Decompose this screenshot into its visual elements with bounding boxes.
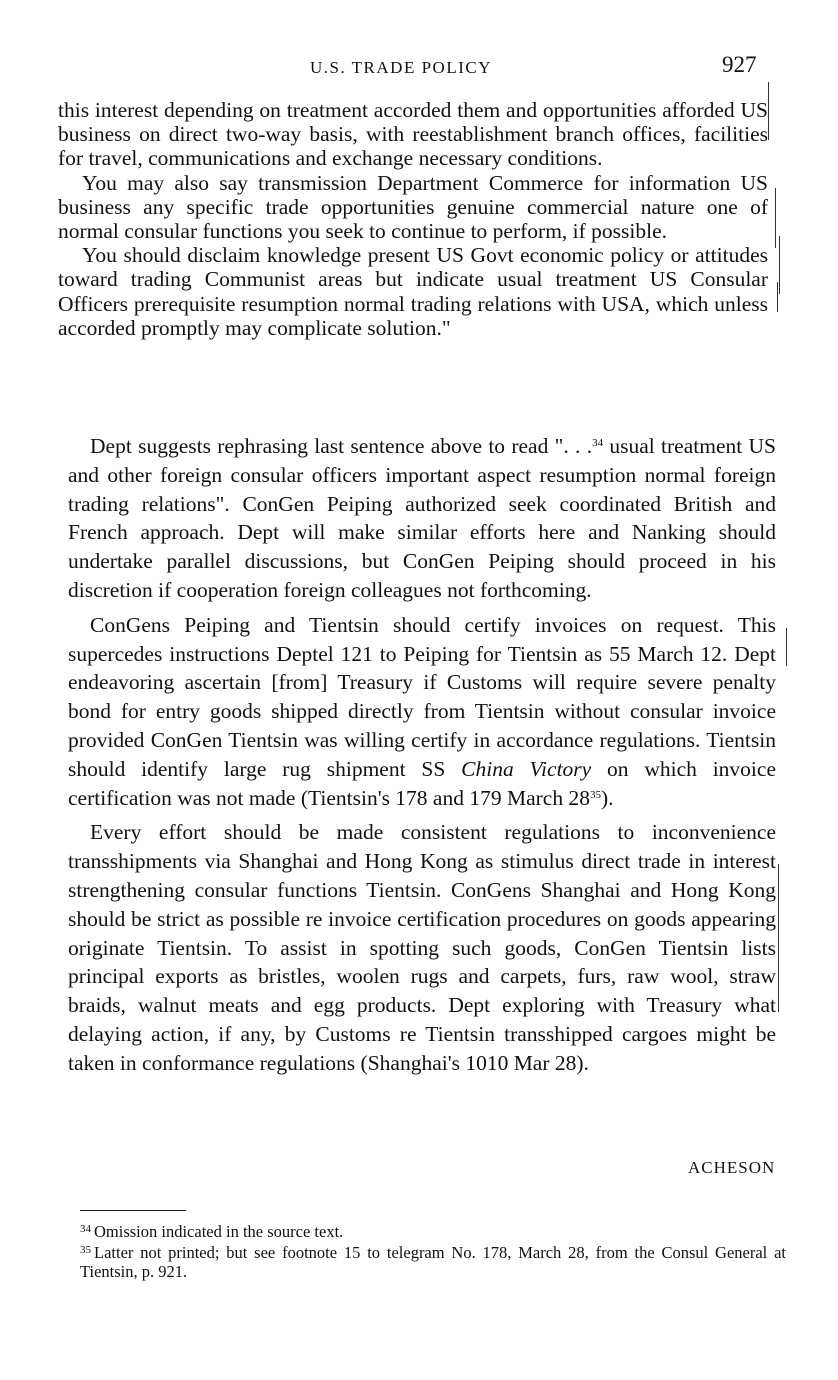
margin-mark (779, 236, 780, 294)
running-head: U.S. TRADE POLICY (310, 58, 492, 77)
body-p1-text-b: usual treatment US and other foreign consular officers important aspect resumption normal foreign trading relations". ConGen Peiping authorized seek coordinated British and French approach. Dept will make similar efforts here and Nanking should undertake parallel discussions, but ConGen Peiping should proceed in his discretion if cooperation foreign colleagues not forthcoming. (68, 434, 776, 602)
margin-mark (777, 282, 778, 312)
footnotes (80, 1220, 786, 1281)
body-p2-text-a: ConGens Peiping and Tientsin should certify invoices on request. This supercedes instructions Deptel 121 to Peiping for Tientsin as 55 March 12. Dept endeavoring ascertain [from] Treasury if Customs will require severe penalty bond for entry goods shipped directly from Tientsin without consular invoice provided ConGen Tientsin was willing certify in accordance regulations. Tientsin should identify large rug shipment SS (68, 612, 776, 781)
ship-name: China Victory (461, 756, 592, 781)
quote-paragraph-2: You may also say transmission Department Commerce for information US business any specific trade opportunities genuine commercial nature one of normal consular functions you seek to continue to perform, if possible. (58, 170, 768, 244)
page-number: 927 (722, 52, 757, 77)
footnote-mark: 35 (80, 1244, 91, 1256)
footnote-text: Omission indicated in the source text. (94, 1222, 344, 1241)
quoted-telegram-text (58, 98, 768, 340)
footnote-ref-34: 34 (592, 437, 604, 449)
margin-mark (778, 864, 779, 1012)
footnote-mark: 34 (80, 1223, 91, 1235)
footnote-35 (80, 1241, 786, 1281)
footnote-ref-35: 35 (589, 788, 601, 801)
main-text (68, 432, 776, 1078)
footnote-text: Latter not printed; but see footnote 15 to telegram No. 178, March 28, from the Consul General at Tientsin, p. 921. (80, 1243, 786, 1281)
page-header (0, 52, 838, 82)
body-p2-text-c: ). (600, 785, 614, 810)
signature: ACHESON (688, 1158, 776, 1177)
footnote-34 (80, 1220, 786, 1241)
body-p1-text-a: Dept suggests rephrasing last sentence above to read ". . . (90, 434, 593, 458)
body-paragraph-2 (68, 611, 776, 813)
quote-paragraph-1: this interest depending on treatment accorded them and opportunities afforded US business on direct two-way basis, with reestablishment branch offices, facilities for travel, communications and exchange necessary conditions. (58, 98, 768, 171)
margin-mark (775, 188, 776, 248)
body-paragraph-1 (68, 432, 776, 605)
footnote-rule (80, 1210, 186, 1211)
margin-mark (768, 82, 769, 140)
margin-mark (786, 628, 787, 666)
quote-paragraph-3: You should disclaim knowledge present US Govt economic policy or attitudes toward trading Communist areas but indicate usual treatment US Consular Officers prerequisite resumption normal trading relations with USA, which unless accorded promptly may complicate solution." (58, 243, 768, 340)
body-p2-text-b: on which invoice certification was not made (Tientsin's 178 and 179 March 28 (68, 756, 776, 810)
body-paragraph-3: Every effort should be made consistent regulations to inconvenience transshipments via Shanghai and Hong Kong as stimulus direct trade in interest strengthening consular functions Tientsin. ConGens Shanghai and Hong Kong should be strict as possible re invoice certification procedures on goods appearing originate Tientsin. To assist in spotting such goods, ConGen Tientsin lists principal exports as bristles, woolen rugs and carpets, furs, raw wool, straw braids, walnut meats and egg products. Dept exploring with Treasury what delaying action, if any, by Customs re Tientsin transshipped cargoes might be taken in conformance regulations (Shanghai's 1010 Mar 28). (68, 820, 776, 1075)
